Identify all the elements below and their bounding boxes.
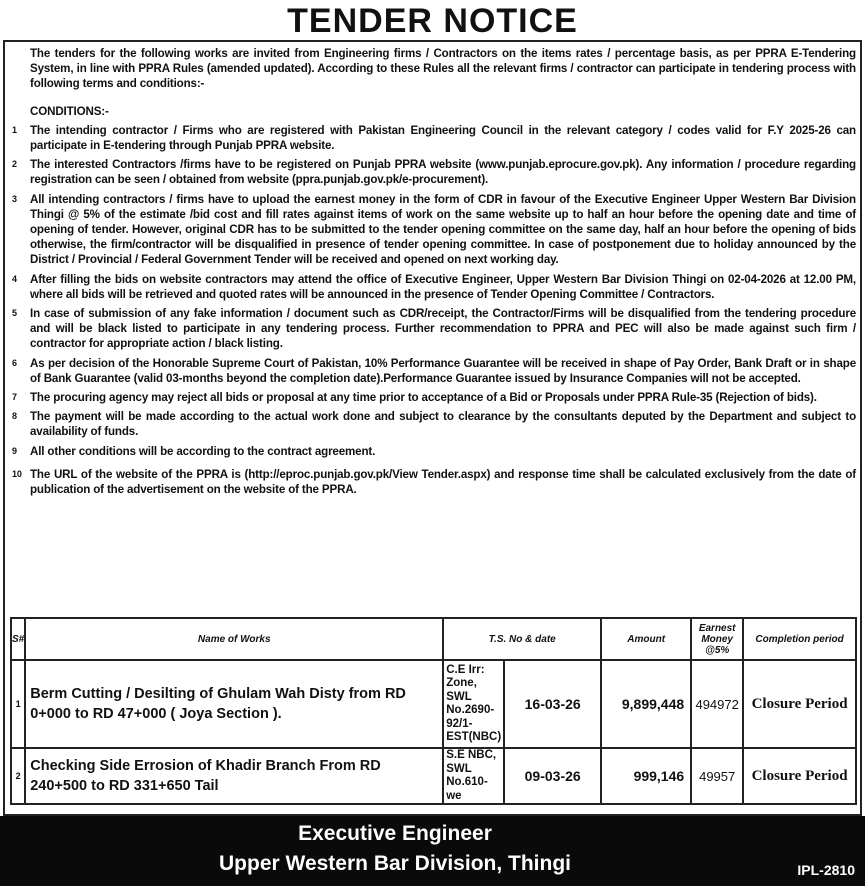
- condition-text: The interested Contractors /firms have to be registered on Punjab PPRA website (www.punjab.eprocure.gov.pk). Any information / procedure regarding registration can be seen / obtained from website (ppra.punjab.gov.pk/e-procurement).: [30, 158, 856, 187]
- table-row: [11, 748, 856, 804]
- condition-number: 9: [12, 445, 17, 456]
- condition-text: All intending contractors / firms have to upload the earnest money in the form of CDR in favour of the Executive Engineer Upper Western Bar Division Thingi @ 5% of the estimate /bid cost and fill rates against items of work on the same website up to half an hour before the opening date and time of opening of tender. However, original CDR has to be submitted to the tender opening committee on the same day, half an hour before the opening of bids otherwise, the firm/contractor will be disqualified in presence of tender opening committee. In case of postponement due to holiday announced by the District / Provincial / Federal Government Tender will be received and opened on next working day.: [30, 192, 856, 267]
- cell-work: Checking Side Errosion of Khadir Branch From RD 240+500 to RD 331+650 Tail: [25, 748, 443, 804]
- cell-amount: 999,146: [601, 748, 691, 804]
- conditions-heading: CONDITIONS:-: [30, 104, 109, 118]
- cell-earnest: 494972: [691, 660, 743, 748]
- condition-number: 10: [12, 468, 22, 479]
- condition-item: [12, 306, 856, 352]
- condition-item: [12, 192, 856, 268]
- footer-ref: IPL-2810: [797, 862, 855, 878]
- cell-date: 16-03-26: [504, 660, 601, 748]
- cell-completion: Closure Period: [743, 660, 856, 748]
- footer-division: Upper Western Bar Division, Thingi: [219, 852, 571, 875]
- condition-number: 1: [12, 124, 17, 135]
- footer-band: [0, 816, 865, 886]
- header-completion: Completion period: [743, 618, 856, 660]
- condition-text: As per decision of the Honorable Supreme Court of Pakistan, 10% Performance Guarantee will be received in shape of Pay Order, Bank Draft or in shape of Bank Guarantee (valid 03-months beyond the completion date).Performance Guarantee issued by Insurance Companies will not be accepted.: [30, 356, 856, 385]
- cell-ts-no: C.E Irr: Zone, SWL No.2690-92/1-EST(NBC): [443, 660, 504, 748]
- footer-designation: Executive Engineer: [298, 822, 492, 845]
- condition-number: 7: [12, 392, 17, 403]
- condition-item: [12, 444, 856, 459]
- table-header-row: [11, 618, 856, 660]
- condition-number: 4: [12, 273, 17, 284]
- condition-number: 3: [12, 193, 17, 204]
- condition-item: [12, 409, 856, 439]
- condition-text: In case of submission of any fake information / document such as CDR/receipt, the Contractor/Firms will be disqualified from the tendering procedure and will be black listed to participate in any tendering process. Further recommendation to PPRA and PEC will also be made against such firm / contractor for appropriate action / black listing.: [30, 307, 856, 351]
- condition-number: 8: [12, 411, 17, 422]
- header-amount: Amount: [601, 618, 691, 660]
- condition-item: [12, 356, 856, 386]
- condition-number: 5: [12, 308, 17, 319]
- cell-sn: 2: [11, 748, 25, 804]
- condition-text: The procuring agency may reject all bids or proposal at any time prior to acceptance of a Bid or Proposals under PPRA Rule-35 (Rejection of bids).: [30, 391, 817, 405]
- condition-number: 2: [12, 159, 17, 170]
- cell-earnest: 49957: [691, 748, 743, 804]
- page-title: TENDER NOTICE: [287, 2, 578, 40]
- condition-text: The intending contractor / Firms who are registered with Pakistan Engineering Council in the relevant category / codes valid for F.Y 2025-26 can participate in E-tendering through Punjab PPRA website.: [30, 123, 856, 153]
- conditions-list: [12, 123, 856, 497]
- header-earnest: Earnest Money @5%: [691, 618, 743, 660]
- table-row: [11, 660, 856, 748]
- cell-completion: Closure Period: [743, 748, 856, 804]
- cell-sn: 1: [11, 660, 25, 748]
- cell-work: Berm Cutting / Desilting of Ghulam Wah Disty from RD 0+000 to RD 47+000 ( Joya Section ).: [25, 660, 443, 748]
- cell-date: 09-03-26: [504, 748, 601, 804]
- header-ts: T.S. No & date: [443, 618, 601, 660]
- intro-paragraph: The tenders for the following works are invited from Engineering firms / Contractors on the items rates / percentage basis, as per PPRA E-Tendering System, in line with PPRA Rules (amended updated). According to these Rules all the relevant firms / contractor can participate in tendering process with following terms and conditions:-: [30, 47, 856, 91]
- condition-item: [12, 467, 856, 497]
- condition-number: 6: [12, 357, 17, 368]
- condition-text: All other conditions will be according to the contract agreement.: [30, 444, 376, 458]
- condition-text: The URL of the website of the PPRA is (http://eproc.punjab.gov.pk/View Tender.aspx) and response time shall be calculated exclusively from the date of publication of the advertisement on the website of the PPRA.: [30, 467, 856, 497]
- condition-text: The payment will be made according to the actual work done and subject to clearance by the consultants deputed by the Department and subject to availability of funds.: [30, 410, 856, 439]
- condition-text: After filling the bids on website contractors may attend the office of Executive Engineer, Upper Western Bar Division Thingi on 02-04-2026 at 12.00 PM, where all bids will be retrieved and quoted rates will be announced in the presence of Tender Opening Committee / Contractors.: [30, 272, 856, 301]
- notice-body: [12, 46, 856, 501]
- header-sn: S#: [11, 618, 25, 660]
- cell-ts-no: S.E NBC, SWL No.610-we: [443, 748, 504, 804]
- header-work: Name of Works: [25, 618, 443, 660]
- condition-item: [12, 157, 856, 187]
- condition-item: [12, 390, 856, 405]
- cell-amount: 9,899,448: [601, 660, 691, 748]
- condition-item: [12, 272, 856, 302]
- condition-item: [12, 123, 856, 153]
- works-table: [10, 617, 857, 805]
